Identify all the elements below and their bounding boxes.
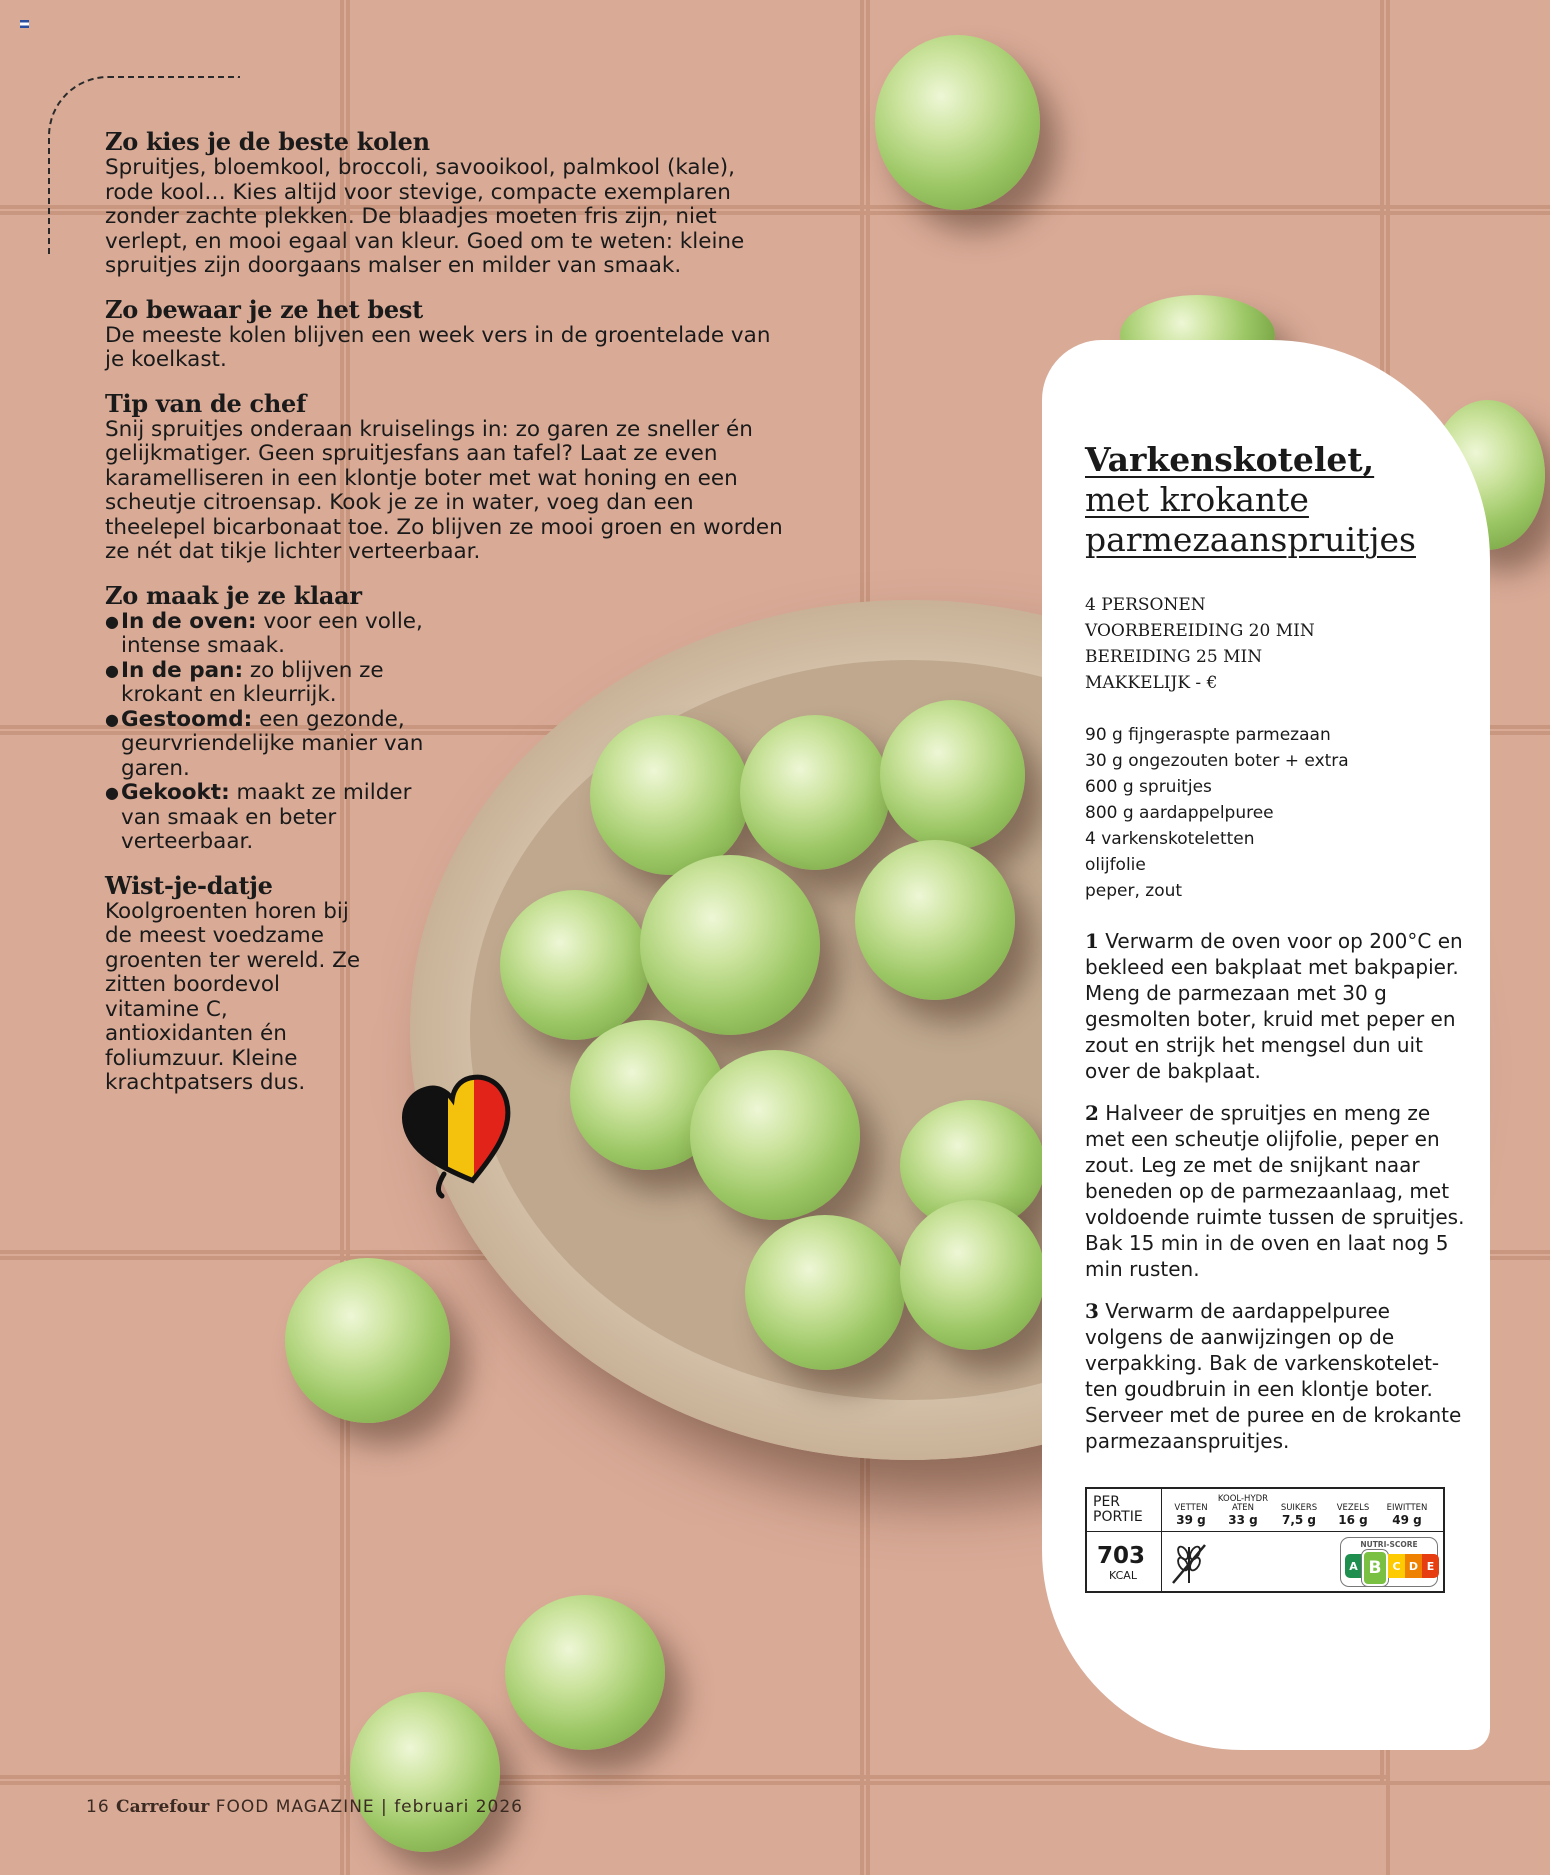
tip-section-fact bbox=[105, 872, 785, 1096]
gluten-free-icon bbox=[1167, 1539, 1211, 1587]
nutrient-protein bbox=[1381, 1495, 1433, 1527]
nutri-score-grade-c: C bbox=[1388, 1554, 1405, 1578]
list-item-bold: In de oven: bbox=[121, 608, 257, 634]
kcal-value: 703 bbox=[1097, 1543, 1146, 1569]
kcal-unit: KCAL bbox=[1109, 1569, 1137, 1582]
per-portion-label: PER PORTIE bbox=[1093, 1494, 1143, 1525]
section-body: Spruitjes, bloemkool, broccoli, savooikool, palmkool (kale), rode kool… Kies altijd voor stevige, compacte exemplaren zonder zachte plekken. De blaadjes moeten fris zijn, niet verlept, en mooi egaal van kleur. Goed om te weten: kleine spruitjes zijn doorgaans malser en milder van smaak. bbox=[105, 155, 745, 278]
nutrient-label: KOOL-HYDRATEN bbox=[1217, 1494, 1269, 1513]
list-item-bold: Gestoomd: bbox=[121, 706, 253, 732]
meta-difficulty: MAKKELIJK - € bbox=[1085, 673, 1218, 693]
nutrient-label: VETTEN bbox=[1174, 1503, 1208, 1513]
sprout bbox=[505, 1595, 665, 1750]
step-text: Halveer de spruitjes en meng ze met een scheutje olijfolie, peper en zout. Leg ze met de snijkant naar beneden op de parmezaanlaag, met voldoende ruimte tussen de spruitjes. Bak 15 min in de oven en laat nog 5 min rusten. bbox=[1085, 1101, 1465, 1281]
ingredient: 800 g aardappelpuree bbox=[1085, 803, 1274, 823]
nutrient-value: 16 g bbox=[1338, 1513, 1368, 1527]
sprout bbox=[900, 1200, 1045, 1350]
nutri-score-grade-d: D bbox=[1405, 1554, 1422, 1578]
sprout bbox=[350, 1692, 500, 1852]
nutri-score-badge bbox=[1340, 1537, 1438, 1587]
section-body: Snij spruitjes onderaan kruiselings in: zo garen ze sneller én gelijkmatiger. Geen spruitjesfans aan tafel? Laat ze even karamelliseren in een klontje boter met wat honing en een scheutje citroensap. Kook je ze in water, voeg dan een theelepel bicarbonaat toe. Zo blijven ze mooi groen en worden ze nét dat tikje lichter verteerbaar. bbox=[105, 416, 783, 564]
nutrient-carbs bbox=[1217, 1495, 1269, 1527]
ingredient: 30 g ongezouten boter + extra bbox=[1085, 751, 1349, 771]
nutri-score-grade-a: A bbox=[1345, 1554, 1362, 1578]
section-body: Koolgroenten horen bij de meest voedzame groenten ter wereld. Ze zitten boordevol vitamine C, antioxidanten én foliumzuur. Kleine krachtpatsers dus. bbox=[105, 898, 361, 1095]
nutrition-table bbox=[1085, 1487, 1445, 1593]
tip-section-prepare bbox=[105, 582, 785, 855]
list-item bbox=[105, 659, 445, 708]
nutrient-value: 33 g bbox=[1228, 1513, 1258, 1527]
section-heading: Zo bewaar je ze het best bbox=[105, 294, 423, 324]
section-body: De meeste kolen blijven een week vers in de groentelade van je koelkast. bbox=[105, 322, 771, 372]
section-heading: Zo maak je ze klaar bbox=[105, 580, 362, 610]
nutrient-fibre bbox=[1327, 1495, 1379, 1527]
nutrient-label: EIWITTEN bbox=[1386, 1503, 1428, 1513]
recipe-title-line: met krokante bbox=[1085, 480, 1309, 519]
floor-tile bbox=[860, 1775, 1390, 1875]
list-item bbox=[105, 781, 445, 855]
divider bbox=[1087, 1531, 1443, 1532]
prepare-list bbox=[105, 610, 445, 855]
nutrient-label: SUIKERS bbox=[1280, 1503, 1318, 1513]
page-number: 16 bbox=[86, 1797, 110, 1817]
list-item bbox=[105, 610, 445, 659]
list-item-text: een gezonde, geurvriendelijke manier van garen. bbox=[121, 706, 424, 781]
recipe-title-line: Varkenskotelet, bbox=[1085, 440, 1375, 479]
belgian-heart-icon bbox=[400, 1070, 520, 1200]
nutrient-value: 39 g bbox=[1176, 1513, 1206, 1527]
ingredients-list bbox=[1085, 722, 1349, 904]
section-heading: Wist-je-datje bbox=[105, 870, 273, 900]
step-text: Verwarm de aardappelpuree volgens de aanwijzingen op de verpakking. Bak de varkenskotelet-ten goudbruin in een klontje boter. Serveer met de puree en de krokante parmezaanspruitjes. bbox=[1085, 1299, 1462, 1453]
tip-section-store bbox=[105, 296, 785, 373]
step-text: Verwarm de oven voor op 200°C en bekleed een bakplaat met bakpapier. Meng de parmezaan met 30 g gesmolten boter, kruid met peper en zout en strijk het mengsel dun uit over de bakplaat. bbox=[1085, 929, 1463, 1083]
tip-section-choose bbox=[105, 128, 785, 279]
step-number: 3 bbox=[1085, 1299, 1099, 1323]
recipe-step bbox=[1085, 928, 1470, 1084]
ingredient: peper, zout bbox=[1085, 881, 1183, 901]
nutri-score-grade-b: B bbox=[1362, 1550, 1388, 1586]
recipe-title-line: parmezaanspruitjes bbox=[1085, 520, 1416, 559]
magazine-issue: FOOD MAGAZINE | februari 2026 bbox=[215, 1797, 523, 1817]
recipe-meta bbox=[1085, 592, 1315, 696]
nutri-score-title: NUTRI-SCORE bbox=[1360, 1540, 1418, 1549]
ingredient: 90 g fijngeraspte parmezaan bbox=[1085, 725, 1331, 745]
page-footer bbox=[86, 1797, 523, 1817]
divider bbox=[1161, 1489, 1162, 1591]
section-heading: Tip van de chef bbox=[105, 388, 306, 418]
recipe-step bbox=[1085, 1298, 1470, 1454]
step-number: 2 bbox=[1085, 1101, 1099, 1125]
floor-tile bbox=[1380, 0, 1550, 215]
ingredient: olijfolie bbox=[1085, 855, 1146, 875]
nutri-score-grade-e: E bbox=[1422, 1554, 1439, 1578]
tip-section-chef bbox=[105, 390, 785, 565]
meta-servings: 4 PERSONEN bbox=[1085, 595, 1206, 615]
list-item-bold: Gekookt: bbox=[121, 780, 230, 805]
floor-tile bbox=[0, 1775, 350, 1875]
nutrient-sugars bbox=[1273, 1495, 1325, 1527]
sprout bbox=[285, 1258, 450, 1423]
list-item bbox=[105, 708, 445, 782]
meta-cook-time: BEREIDING 25 MIN bbox=[1085, 647, 1263, 667]
list-item-text: zo blijven ze krokant en kleurrijk. bbox=[121, 657, 384, 707]
recipe-step bbox=[1085, 1100, 1470, 1282]
list-item-text: voor een volle, intense smaak. bbox=[121, 608, 423, 658]
meta-prep-time: VOORBEREIDING 20 MIN bbox=[1085, 621, 1315, 641]
flag-mini-icon bbox=[20, 20, 29, 28]
list-item-bold: In de pan: bbox=[121, 657, 244, 683]
ingredient: 600 g spruitjes bbox=[1085, 777, 1212, 797]
list-item-text: maakt ze milder van smaak en beter verteerbaar. bbox=[121, 780, 412, 854]
nutri-score-grades bbox=[1345, 1554, 1439, 1586]
nutrient-fat bbox=[1165, 1495, 1217, 1527]
sprout bbox=[880, 700, 1025, 850]
nutrient-value: 7,5 g bbox=[1281, 1513, 1317, 1527]
sprout bbox=[745, 1215, 905, 1370]
sprout bbox=[855, 840, 1015, 1000]
tips-column bbox=[105, 128, 785, 1113]
sprout bbox=[875, 35, 1040, 210]
recipe-steps bbox=[1085, 928, 1470, 1470]
recipe-title bbox=[1085, 440, 1485, 560]
nutrient-value: 49 g bbox=[1392, 1513, 1422, 1527]
section-heading: Zo kies je de beste kolen bbox=[105, 127, 430, 156]
brand-name: Carrefour bbox=[116, 1797, 210, 1817]
nutrient-label: VEZELS bbox=[1336, 1503, 1370, 1513]
step-number: 1 bbox=[1085, 929, 1099, 953]
ingredient: 4 varkenskoteletten bbox=[1085, 829, 1255, 849]
